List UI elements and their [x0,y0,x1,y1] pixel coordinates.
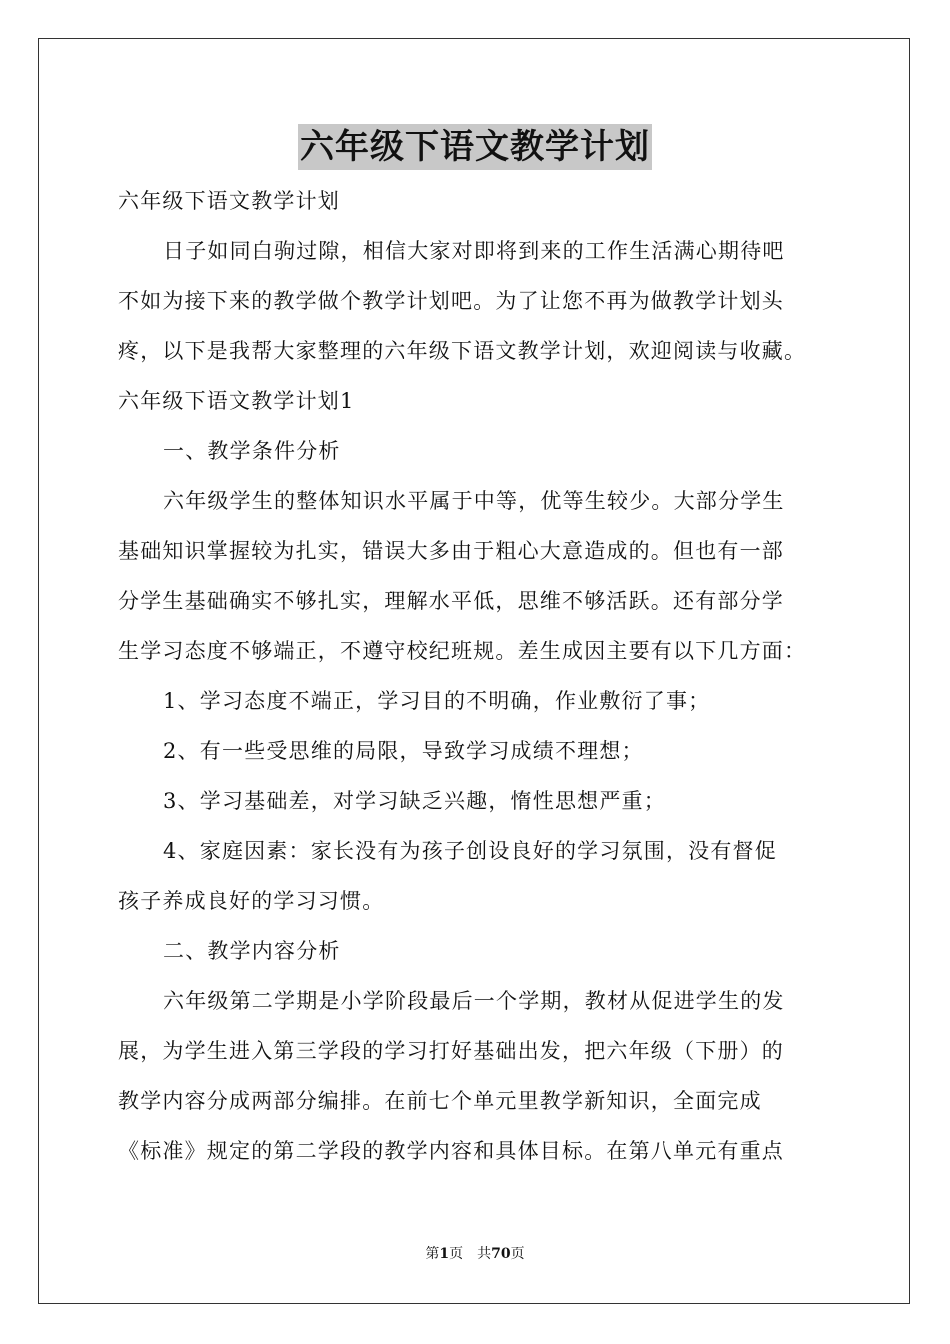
body-line: 教学内容分成两部分编排。在前七个单元里教学新知识，全面完成 [118,1089,762,1113]
body-line: 六年级第二学期是小学阶段最后一个学期，教材从促进学生的发 [163,989,785,1013]
document-title-container [0,124,950,170]
body-line: 疼，以下是我帮大家整理的六年级下语文教学计划，欢迎阅读与收藏。 [118,339,807,363]
body-line: 一、教学条件分析 [163,439,341,463]
body-line: 日子如同白驹过隙，相信大家对即将到来的工作生活满心期待吧 [163,239,785,263]
body-line: 1、学习态度不端正，学习目的不明确，作业敷衍了事； [163,689,711,713]
document-title: 六年级下语文教学计划 [298,124,652,170]
footer-page-suffix: 页 [510,1246,525,1262]
body-line: 六年级下语文教学计划1 [118,389,355,413]
body-line: 二、教学内容分析 [163,939,341,963]
body-line: 孩子养成良好的学习习惯。 [118,889,385,913]
body-line: 基础知识掌握较为扎实，错误大多由于粗心大意造成的。但也有一部 [118,539,784,563]
body-line: 3、学习基础差，对学习缺乏兴趣，惰性思想严重； [163,789,666,813]
document-body [118,176,838,1176]
body-line: 2、有一些受思维的局限，导致学习成绩不理想； [163,739,644,763]
body-line: 六年级下语文教学计划 [118,189,340,213]
body-line: 六年级学生的整体知识水平属于中等，优等生较少。大部分学生 [163,489,785,513]
body-line: 分学生基础确实不够扎实，理解水平低，思维不够活跃。还有部分学 [118,589,784,613]
body-line: 不如为接下来的教学做个教学计划吧。为了让您不再为做教学计划头 [118,289,784,313]
body-line: 展，为学生进入第三学段的学习打好基础出发，把六年级（下册）的 [118,1039,784,1063]
footer-page-number: 1 [439,1246,450,1262]
page-footer [0,1244,950,1264]
footer-page-mid: 页 共 [449,1246,492,1262]
body-line: 4、家庭因素：家长没有为孩子创设良好的学习氛围，没有督促 [163,839,777,863]
footer-page-prefix: 第 [425,1246,440,1262]
body-line: 生学习态度不够端正，不遵守校纪班规。差生成因主要有以下几方面： [118,639,807,663]
body-line: 《标准》规定的第二学段的教学内容和具体目标。在第八单元有重点 [118,1139,784,1163]
footer-total-pages: 70 [491,1246,511,1262]
